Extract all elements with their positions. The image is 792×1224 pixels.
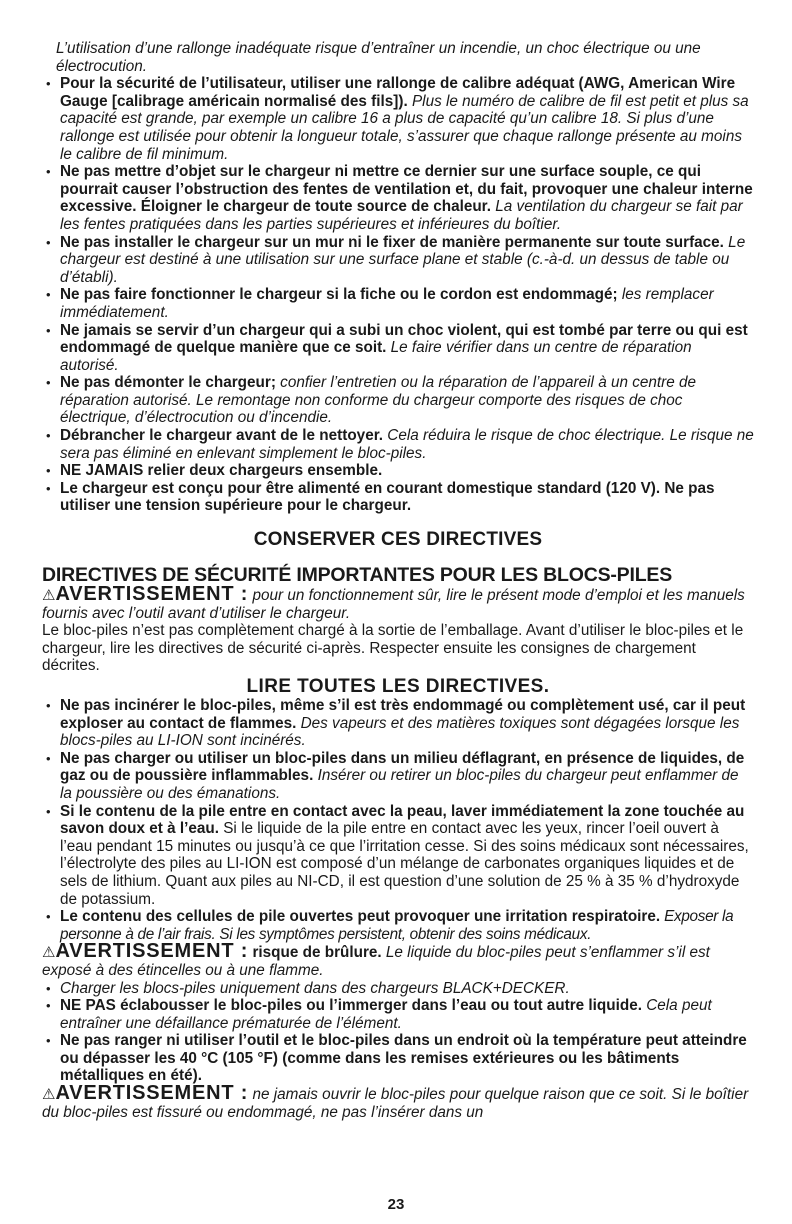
list-item	[42, 803, 754, 909]
italic-text: Cela réduira le risque de choc électrique. Le risque ne sera pas éliminé en enlevant simplement le bloc-piles.	[60, 427, 754, 462]
italic-text: Charger les blocs-piles uniquement dans des chargeurs BLACK+DECKER.	[60, 979, 570, 997]
extension-cord-warning-text: L’utilisation d’une rallonge inadéquate risque d’entraîner un incendie, un choc électrique ou une électrocution.	[56, 40, 701, 75]
battery-safety-heading: DIRECTIVES DE SÉCURITÉ IMPORTANTES POUR LES BLOCS-PILES	[42, 564, 673, 587]
list-item	[42, 980, 754, 998]
italic-text: La ventilation du chargeur se fait par les fentes pratiquées dans les parties supérieures et inférieures du boîtier.	[60, 198, 743, 233]
warning-triangle-icon: ⚠	[42, 587, 56, 605]
italic-text: Des vapeurs et des matières toxiques sont dégagées lorsque les blocs-piles au LI-ION sont incinérés.	[60, 714, 740, 750]
list-item	[42, 234, 754, 287]
normal-text: Si le liquide de la pile entre en contact avec les yeux, rincer l’oeil ouvert à l’eau pendant 15 minutes ou jusqu’à ce que l’irritation cesse. Si des soins médicaux sont nécessaires, l’électrolyte des piles au LI-ION est composé d’un mélange de carbonates organiques liquides et de sels de lithium. Quant aux piles au NI-CD, il est question d’une solution de 25 % à 35 % d’hydroxyde de potassium.	[60, 820, 749, 908]
bold-text: Le contenu des cellules de pile ouvertes peut provoquer une irritation respiratoire.	[60, 908, 661, 926]
warning-triangle-icon: ⚠	[42, 944, 56, 962]
manual-page	[42, 40, 754, 1121]
warning-label: AVERTISSEMENT :	[55, 940, 249, 963]
warning-triangle-icon: ⚠	[42, 1086, 56, 1104]
italic-text: Exposer la personne à de l’air frais. Si les symptômes persistent, obtenir des soins médicaux.	[60, 908, 734, 943]
list-item	[42, 480, 754, 515]
italic-text: Cela peut entraîner une défaillance prématurée de l’élément.	[60, 997, 712, 1032]
bold-text: NE PAS éclabousser le bloc-piles ou l’immerger dans l’eau ou tout autre liquide.	[60, 997, 642, 1015]
italic-text: Insérer ou retirer un bloc-piles du chargeur peut enflammer de la poussière ou des émanations.	[60, 767, 739, 802]
list-item	[42, 75, 754, 163]
charger-safety-list	[42, 75, 754, 515]
italic-text: Le liquide du bloc-piles peut s’enflammer s’il est exposé à des étincelles ou à une flamme.	[42, 944, 710, 979]
list-item	[42, 750, 754, 803]
warning-label: AVERTISSEMENT :	[55, 583, 249, 606]
list-item	[42, 697, 754, 750]
italic-text: confier l’entretien ou la réparation de l’appareil à un centre de réparation autorisé. Le remontage non conforme du chargeur comporte des risques de choc électrique, d’électrocution ou d’incendie.	[60, 374, 697, 427]
bold-text: Ne jamais se servir d’un chargeur qui a subi un choc violent, qui est tombé par terre ou qui est endommagé de quelque manière que ce soit.	[60, 321, 748, 357]
conserver-heading: CONSERVER CES DIRECTIVES	[253, 529, 543, 551]
italic-text: Le chargeur est destiné à une utilisation sur une surface plane et stable (c.-à-d. un dessus de table ou d’établi).	[60, 233, 746, 286]
bold-text: NE JAMAIS relier deux chargeurs ensemble.	[60, 462, 383, 480]
bold-text: Si le contenu de la pile entre en contact avec la peau, laver immédiatement la zone touchée au savon doux et à l’eau.	[60, 802, 745, 838]
battery-intro-text: Le bloc-piles n’est pas complètement chargé à la sortie de l’emballage. Avant d’utiliser le bloc-piles et le chargeur, lire les directives de sécurité ci-après. Respecter ensuite les consignes de chargement décrites.	[42, 622, 744, 675]
bold-text: Débrancher le chargeur avant de le nettoyer.	[60, 427, 384, 445]
list-item	[42, 462, 754, 480]
page-number: 23	[387, 1196, 405, 1213]
bold-text: Ne pas ranger ni utiliser l’outil et le bloc-piles dans un endroit où la température peut atteindre ou dépasser les 40 °C (105 °F) (comme dans les remises extérieures ou les bâtiments métalliques en été).	[60, 1032, 747, 1085]
bold-text: risque de brûlure.	[248, 944, 382, 962]
list-item	[42, 1032, 754, 1085]
list-item	[42, 163, 754, 233]
bold-text: Ne pas incinérer le bloc-piles, même s’il est très endommagé ou complètement usé, car il peut exploser au contact de flammes.	[60, 697, 746, 732]
italic-text: pour un fonctionnement sûr, lire le présent mode d’emploi et les manuels fournis avec l’outil avant d’utiliser le chargeur.	[42, 587, 745, 622]
bold-text: Ne pas installer le chargeur sur un mur ni le fixer de manière permanente sur toute surface.	[60, 233, 724, 251]
battery-safety-list	[42, 697, 754, 943]
bold-text: Le chargeur est conçu pour être alimenté en courant domestique standard (120 V). Ne pas utiliser une tension supérieure pour le chargeur.	[60, 479, 715, 515]
italic-text: ne jamais ouvrir le bloc-piles pour quelque raison que ce soit. Si le boîtier du bloc-piles est fissuré ou endommagé, ne pas l’insérer dans un	[42, 1086, 749, 1121]
warning-label: AVERTISSEMENT :	[55, 1082, 249, 1105]
italic-text: les remplacer immédiatement.	[60, 286, 714, 321]
warning-paragraph	[42, 583, 754, 622]
read-all-heading: LIRE TOUTES LES DIRECTIVES.	[246, 676, 550, 697]
bold-text: Pour la sécurité de l’utilisateur, utiliser une rallonge de calibre adéquat (AWG, American Wire Gauge [calibrage américain normalisé des fils]).	[60, 75, 736, 110]
list-item	[42, 322, 754, 375]
bold-text: Ne pas démonter le chargeur;	[60, 374, 276, 392]
burn-warning-list	[42, 980, 754, 1086]
list-item	[42, 427, 754, 462]
bold-text: Ne pas faire fonctionner le chargeur si la fiche ou le cordon est endommagé;	[60, 286, 618, 304]
list-item	[42, 908, 754, 943]
italic-text: Le faire vérifier dans un centre de réparation autorisé.	[60, 339, 692, 374]
open-pack-warning-paragraph	[42, 1082, 754, 1121]
burn-warning-paragraph	[42, 940, 754, 979]
bold-text: Ne pas mettre d’objet sur le chargeur ni mettre ce dernier sur une surface souple, ce qui pourrait causer l’obstruction des fentes de ventilation et, du fait, provoquer une chaleur interne excessive. Éloigner le chargeur de toute source de chaleur.	[60, 163, 753, 216]
list-item	[42, 286, 754, 321]
bold-text: Ne pas charger ou utiliser un bloc-piles dans un milieu déflagrant, en présence de liquides, de gaz ou de poussière inflammables.	[60, 749, 745, 785]
list-item	[42, 997, 754, 1032]
list-item	[42, 374, 754, 427]
italic-text: Plus le numéro de calibre de fil est petit et plus sa capacité est grande, par exemple un calibre 16 a plus de capacité qu’un calibre 18. Si plus d’une rallonge est utilisée pour obtenir la longueur totale, s’assurer que chaque rallonge présente au moins le calibre de fil minimum.	[60, 92, 749, 163]
